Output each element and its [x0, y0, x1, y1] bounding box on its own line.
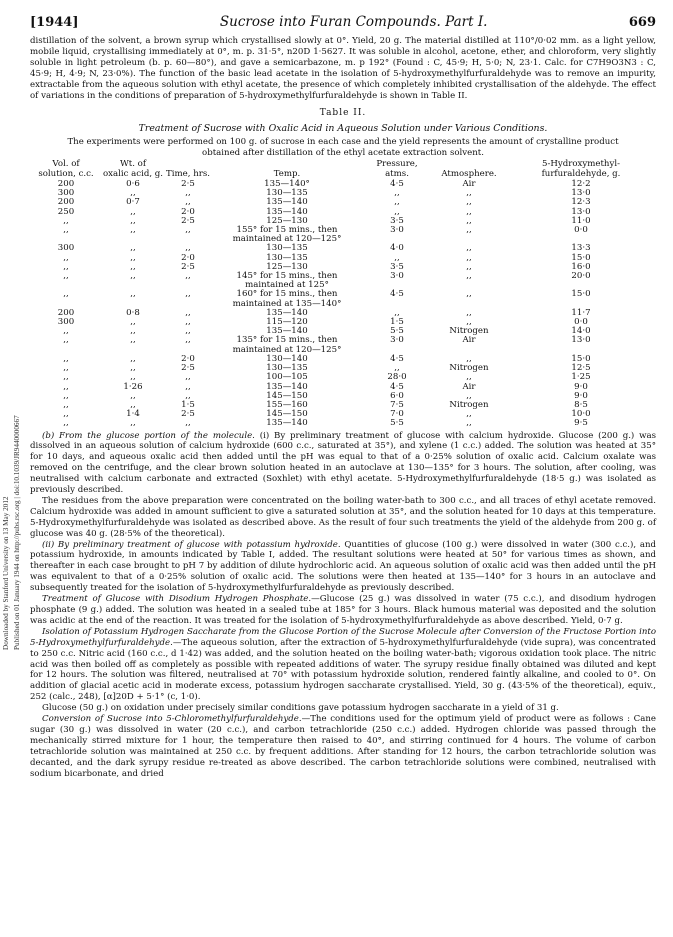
cell-atmosphere: ,, [466, 418, 472, 429]
cell-temp: 135—140 [266, 326, 308, 337]
table-row [30, 419, 656, 428]
cell-yield: 9·0 [574, 381, 588, 392]
cell-time: 2·5 [181, 179, 195, 190]
cell-oxalic: ,, [130, 271, 136, 282]
cell-oxalic: ,, [130, 353, 136, 364]
cell-pressure: 4·5 [390, 353, 404, 364]
cell-pressure: 4·5 [390, 381, 404, 392]
table-row [30, 189, 656, 198]
col-header-time: Time, hrs. [166, 169, 210, 180]
paragraph-text: —The conditions used for the optimum yield of product were as follows : Cane sugar (30 g.) was dissolved in water (20 c.c.), and carbon tetrachloride (250 c.c.) added. Hydrogen chloride was passed through the mechanically stirred mixture for 1 hour, the temperature then raised to 40°, and stirring continued for 4 hours. The volume of carbon tetrachloride solution was maintained at 250 c.c. by frequent additions. After standing for 12 hours, the carbon tetrachloride solution was decanted, and the dark syrupy residue re-treated as above described. The carbon tetrachloride solutions were combined, neutralised with sodium bicarbonate, and dried [30, 714, 656, 779]
cell-pressure: 4·0 [390, 243, 404, 254]
table-note: The experiments were performed on 100 g. of sucrose in each case and the yield represents the amount of crystalline product obtained after distillation of the ethyl acetate extraction solvent. [67, 137, 619, 158]
cell-volume: 300 [57, 243, 75, 254]
cell-time: 2·0 [181, 353, 195, 364]
cell-temp: 135—140° [264, 179, 310, 190]
cell-atmosphere: ,, [466, 243, 472, 254]
cell-volume: 200 [57, 307, 75, 318]
cell-time: 2·5 [181, 215, 195, 226]
cell-time: ,, [185, 197, 191, 208]
cell-temp: 135° for 15 mins., then maintained at 120—125° [232, 335, 342, 355]
table-row [30, 392, 656, 401]
cell-time: 2·5 [181, 261, 195, 272]
cell-volume: ,, [63, 390, 69, 401]
cell-pressure: 1·5 [390, 317, 404, 328]
cell-volume: 300 [57, 188, 75, 199]
cell-oxalic: ,, [130, 335, 136, 346]
cell-yield: 1·25 [571, 372, 591, 383]
page-body [30, 14, 656, 780]
cell-yield: 11·0 [571, 215, 591, 226]
cell-atmosphere: ,, [466, 215, 472, 226]
cell-temp: 135—140 [266, 206, 308, 217]
cell-temp: 155—160 [266, 399, 308, 410]
cell-time: ,, [185, 335, 191, 346]
cell-atmosphere: Air [462, 335, 476, 346]
cell-time: ,, [185, 289, 191, 300]
cell-temp: 135—140 [266, 307, 308, 318]
cell-pressure: 3·5 [390, 215, 404, 226]
cell-atmosphere: ,, [466, 372, 472, 383]
cell-atmosphere: ,, [466, 409, 472, 420]
cell-volume: ,, [63, 381, 69, 392]
page-number: 669 [628, 15, 656, 30]
cell-atmosphere: Nitrogen [449, 326, 489, 337]
cell-atmosphere: ,, [466, 317, 472, 328]
cell-time: ,, [185, 326, 191, 337]
cell-yield: 9·5 [574, 418, 588, 429]
cell-volume: ,, [63, 418, 69, 429]
cell-temp: 160° for 15 mins., then maintained at 135—140° [232, 289, 342, 309]
cell-atmosphere: ,, [466, 289, 472, 300]
cell-time: ,, [185, 390, 191, 401]
cell-yield: 13·0 [571, 335, 591, 346]
cell-oxalic: ,, [130, 215, 136, 226]
paragraph-lead: Isolation of Potassium Hydrogen Saccharate from the Glucose Portion of the Sucrose Molecule after Conversion of the Fructose Portion into 5-Hydroxymethylfurfuraldehyde. [30, 626, 656, 648]
cell-volume: ,, [63, 252, 69, 263]
cell-oxalic: ,, [130, 289, 136, 300]
cell-time: 2·0 [181, 252, 195, 263]
cell-time: 2·5 [181, 409, 195, 420]
cell-atmosphere: ,, [466, 271, 472, 282]
download-notice [2, 150, 21, 650]
cell-oxalic: ,, [130, 372, 136, 383]
body-text [30, 431, 656, 780]
col-header-volume: Vol. of solution, c.c. [38, 159, 94, 180]
cell-time: 2·0 [181, 206, 195, 217]
cell-time: ,, [185, 418, 191, 429]
cell-time: ,, [185, 372, 191, 383]
cell-atmosphere: ,, [466, 353, 472, 364]
cell-time: ,, [185, 188, 191, 199]
table-label: Table II. [319, 108, 367, 119]
cell-pressure: 4·5 [390, 179, 404, 190]
cell-pressure: ,, [394, 363, 400, 374]
cell-yield: 15·0 [571, 252, 591, 263]
table-row [30, 244, 656, 253]
cell-time: 2·5 [181, 363, 195, 374]
body-paragraph [30, 431, 656, 496]
cell-pressure: ,, [394, 307, 400, 318]
cell-pressure: 7·0 [390, 409, 404, 420]
paragraph-lead: Treatment of Glucose with Disodium Hydrogen Phosphate. [42, 594, 312, 605]
cell-pressure: 4·5 [390, 289, 404, 300]
cell-oxalic: 1·4 [126, 409, 140, 420]
cell-yield: 14·0 [571, 326, 591, 337]
table-row [30, 410, 656, 419]
col-header-pressure: Pressure, atms. [376, 159, 418, 180]
cell-oxalic: ,, [130, 418, 136, 429]
cell-volume: ,, [63, 261, 69, 272]
cell-yield: 11·7 [571, 307, 591, 318]
cell-atmosphere: ,, [466, 261, 472, 272]
cell-yield: 13·3 [571, 243, 591, 254]
header-year: [1944] [30, 15, 79, 30]
cell-temp: 155° for 15 mins., then maintained at 120—125° [232, 225, 342, 245]
cell-temp: 135—140 [266, 381, 308, 392]
cell-temp: 125—130 [266, 215, 308, 226]
cell-yield: 0·0 [574, 225, 588, 236]
cell-atmosphere: ,, [466, 188, 472, 199]
cell-volume: 200 [57, 197, 75, 208]
table-row [30, 272, 656, 290]
cell-oxalic: 0·7 [126, 197, 140, 208]
cell-temp: 115—120 [266, 317, 308, 328]
col-header-temp: Temp. [273, 169, 301, 180]
cell-yield: 20·0 [571, 271, 591, 282]
cell-temp: 135—140 [266, 197, 308, 208]
cell-pressure: 5·5 [390, 326, 404, 337]
cell-volume: ,, [63, 335, 69, 346]
body-paragraph [30, 627, 656, 703]
table-row [30, 263, 656, 272]
paragraph-lead: Conversion of Sucrose into 5-Chloromethylfurfuraldehyde. [42, 714, 302, 725]
cell-pressure: 28·0 [387, 372, 407, 383]
cell-volume: ,, [63, 225, 69, 236]
cell-oxalic: ,, [130, 206, 136, 217]
cell-oxalic: ,, [130, 326, 136, 337]
cell-pressure: ,, [394, 197, 400, 208]
cell-atmosphere: Nitrogen [449, 363, 489, 374]
cell-time: ,, [185, 271, 191, 282]
results-table [30, 160, 656, 428]
table-row [30, 198, 656, 207]
cell-yield: 9·0 [574, 390, 588, 401]
cell-time: ,, [185, 307, 191, 318]
cell-yield: 12·3 [571, 197, 591, 208]
cell-yield: 0·0 [574, 317, 588, 328]
cell-volume: 250 [57, 206, 75, 217]
cell-temp: 100—105 [266, 372, 308, 383]
cell-atmosphere: ,, [466, 225, 472, 236]
table-row [30, 217, 656, 226]
cell-volume: 300 [57, 317, 75, 328]
paragraph-lead: (b) From the glucose portion of the molecule. [42, 430, 255, 441]
cell-pressure: 5·5 [390, 418, 404, 429]
paragraph-text: (i) By preliminary treatment of glucose with calcium hydroxide. Glucose (200 g.) was dissolved in an aqueous solution of calcium hydroxide (600 c.c., saturated at 35°), and xylene (1 c.c.) added. The solution was heated at 35° for 10 days, and aqueous oxalic acid then added until the pH was equal to that of a 0·25% solution of oxalic acid. Calcium oxalate was removed on the centrifuge, and the clear brown solution heated in an autoclave at 130—135° for 3 hours. The solution, after cooling, was neutralised with calcium carbonate and extracted (Soxhlet) with ethyl acetate. 5-Hydroxymethylfurfuraldehyde (18·5 g.) was isolated as previously described. [30, 430, 656, 496]
table-row [30, 208, 656, 217]
paragraph-text: —The aqueous solution, after the extraction of 5-hydroxymethylfurfuraldehyde (vide supra), was concentrated to 250 c.c. Nitric acid (160 c.c., d 1·42) was added, and the solution heated on the boiling water-bath; vigorous oxidation took place. The nitric acid was then boiled off as completely as possible with repeated additions of water. The syrupy residue finally obtained was diluted and kept for 12 hours. The solution was filtered, neutralised at 70° with potassium hydroxide solution, rendered faintly alkaline, and cooled to 0°. On addition of glacial acetic acid in moderate excess, potassium hydrogen saccharate crystallised. Yield, 30 g. (43·5% of the theoretical), equiv., 252 (calc., 248), [α]20D + 5·1° (c, 1·0). [30, 637, 656, 703]
cell-pressure: ,, [394, 206, 400, 217]
cell-yield: 15·0 [571, 289, 591, 300]
cell-atmosphere: ,, [466, 197, 472, 208]
body-paragraph [30, 714, 656, 779]
cell-temp: 125—130 [266, 261, 308, 272]
table-row [30, 318, 656, 327]
table-row [30, 336, 656, 354]
table-row [30, 226, 656, 244]
cell-oxalic: ,, [130, 188, 136, 199]
cell-temp: 145—150 [266, 409, 308, 420]
table-row [30, 355, 656, 364]
cell-oxalic: ,, [130, 261, 136, 272]
cell-temp: 135—140 [266, 418, 308, 429]
table-row [30, 254, 656, 263]
cell-yield: 13·0 [571, 188, 591, 199]
col-header-oxalic: Wt. of oxalic acid, g. [102, 159, 164, 180]
doi-line[interactable]: Published on 01 January 1944 on http://pubs.rsc.org | doi:10.1039/JR9440000667 [13, 415, 21, 650]
col-header-atmosphere: Atmosphere. [441, 169, 497, 180]
cell-oxalic: 0·8 [126, 307, 140, 318]
cell-volume: 200 [57, 179, 75, 190]
paragraph-text: —Glucose (25 g.) was dissolved in water (75 c.c.), and disodium hydrogen phosphate (9 g.) added. The solution was heated in a sealed tube at 185° for 3 hours. Black humous material was deposited and the solution was acidic at the end of the reaction. It was treated for the isolation of 5-hydroxymethylfurfuraldehyde as above described. Yield, 0·7 g. [30, 594, 656, 626]
cell-pressure: 3·0 [390, 271, 404, 282]
cell-temp: 130—135 [266, 363, 308, 374]
cell-oxalic: ,, [130, 225, 136, 236]
table-body [30, 180, 656, 428]
cell-volume: ,, [63, 326, 69, 337]
cell-time: ,, [185, 317, 191, 328]
cell-time: ,, [185, 225, 191, 236]
cell-atmosphere: ,, [466, 307, 472, 318]
cell-pressure: 3·0 [390, 225, 404, 236]
cell-temp: 130—135 [266, 188, 308, 199]
cell-oxalic: ,, [130, 390, 136, 401]
body-paragraph [30, 540, 656, 595]
cell-atmosphere: Air [462, 381, 476, 392]
cell-pressure: 3·0 [390, 335, 404, 346]
cell-time: 1·5 [181, 399, 195, 410]
body-paragraph [30, 703, 656, 714]
cell-temp: 130—140 [266, 353, 308, 364]
cell-temp: 145—150 [266, 390, 308, 401]
cell-atmosphere: Air [462, 179, 476, 190]
header-title: Sucrose into Furan Compounds. Part I. [219, 14, 488, 30]
cell-volume: ,, [63, 353, 69, 364]
cell-oxalic: ,, [130, 363, 136, 374]
cell-volume: ,, [63, 363, 69, 374]
body-paragraph [30, 594, 656, 627]
cell-volume: ,, [63, 215, 69, 226]
running-header [30, 14, 656, 36]
cell-pressure: 7·5 [390, 399, 404, 410]
paragraph-text: Glucose (50 g.) on oxidation under precisely similar conditions gave potassium hydrogen saccharate in a yield of 31 g. [42, 703, 559, 714]
intro-paragraph: distillation of the solvent, a brown syrup which crystallised slowly at 0°. Yield, 20 g. The material distilled at 110°/0·02 mm. as a light yellow, mobile liquid, crystallising immediately at 0°, m. p. 31·5°, n20D 1·5627. It was soluble in alcohol, acetone, ether, and chloroform, very slightly soluble in light petroleum (b. p. 60—80°), and gave a semicarbazone, m. p 192° (Found : C, 45·9; H, 5·0; N, 23·1. Calc. for C7H9O3N3 : C, 45·9; H, 4·9; N, 23·0%). The function of the basic lead acetate in the isolation of 5-hydroxymethylfurfuraldehyde was to remove an impurity, extractable from the aqueous solution with ethyl acetate, the presence of which completely inhibited crystallisation of the aldehyde. The effect of variations in the conditions of preparation of 5-hydroxymethylfurfuraldehyde is shown in Table II. [30, 36, 656, 101]
cell-volume: ,, [63, 372, 69, 383]
cell-oxalic: 1·26 [123, 381, 143, 392]
table-row [30, 290, 656, 308]
cell-volume: ,, [63, 399, 69, 410]
cell-oxalic: ,, [130, 252, 136, 263]
col-header-yield: 5-Hydroxymethyl- furfuraldehyde, g. [541, 159, 621, 180]
cell-temp: 145° for 15 mins., then maintained at 125° [236, 271, 338, 291]
cell-yield: 12·2 [571, 179, 591, 190]
cell-volume: ,, [63, 409, 69, 420]
table-row [30, 383, 656, 392]
cell-oxalic: ,, [130, 243, 136, 254]
table-row [30, 401, 656, 410]
paragraph-text: Quantities of glucose (100 g.) were dissolved in water (300 c.c.), and potassium hydroxide, in amounts indicated by Table I, added. The resultant solutions were heated at 50° for various times as shown, and thereafter in each case brought to pH 7 by addition of dilute hydrochloric acid. An aqueous solution of oxalic acid was then added until the pH was equivalent to that of a 0·25% solution of oxalic acid. The solutions were then heated at 135—140° for 3 hours in an autoclave and subsequently treated for the isolation of 5-hydroxymethylfurfuraldehyde as previously described. [30, 539, 656, 594]
cell-pressure: 6·0 [390, 390, 404, 401]
cell-volume: ,, [63, 271, 69, 282]
cell-temp: 130—135 [266, 243, 308, 254]
download-line: Downloaded by Stanford University on 13 May 2012 [2, 496, 10, 650]
table-row [30, 309, 656, 318]
cell-atmosphere: ,, [466, 390, 472, 401]
cell-yield: 13·0 [571, 206, 591, 217]
table-row [30, 180, 656, 189]
cell-pressure: ,, [394, 188, 400, 199]
cell-atmosphere: ,, [466, 252, 472, 263]
cell-yield: 15·0 [571, 353, 591, 364]
cell-yield: 12·5 [571, 363, 591, 374]
cell-temp: 130—135 [266, 252, 308, 263]
cell-time: ,, [185, 243, 191, 254]
cell-oxalic: 0·6 [126, 179, 140, 190]
cell-atmosphere: Nitrogen [449, 399, 489, 410]
cell-pressure: 3·5 [390, 261, 404, 272]
paragraph-text: The residues from the above preparation were concentrated on the boiling water-bath to 300 c.c., and all traces of ethyl acetate removed. Calcium hydroxide was added in amount sufficient to give a saturated solution at 35°, and the solution heated for 10 days at this temperature. 5-Hydroxymethylfurfuraldehyde was isolated as described above. As the result of four such treatments the yield of the aldehyde from 200 g. of glucose was 40 g. (28·5% of the theoretical). [30, 495, 656, 539]
paragraph-lead: (ii) By preliminary treatment of glucose with potassium hydroxide. [42, 539, 341, 550]
table-header-row [30, 160, 656, 180]
cell-yield: 16·0 [571, 261, 591, 272]
table-row [30, 327, 656, 336]
table-row [30, 364, 656, 373]
cell-volume: ,, [63, 289, 69, 300]
cell-atmosphere: ,, [466, 206, 472, 217]
cell-oxalic: ,, [130, 399, 136, 410]
body-paragraph [30, 496, 656, 540]
cell-pressure: ,, [394, 252, 400, 263]
cell-time: ,, [185, 381, 191, 392]
cell-oxalic: ,, [130, 317, 136, 328]
cell-yield: 10·0 [571, 409, 591, 420]
cell-yield: 8·5 [574, 399, 588, 410]
table-caption: Treatment of Sucrose with Oxalic Acid in Aqueous Solution under Various Conditions. [138, 123, 548, 135]
